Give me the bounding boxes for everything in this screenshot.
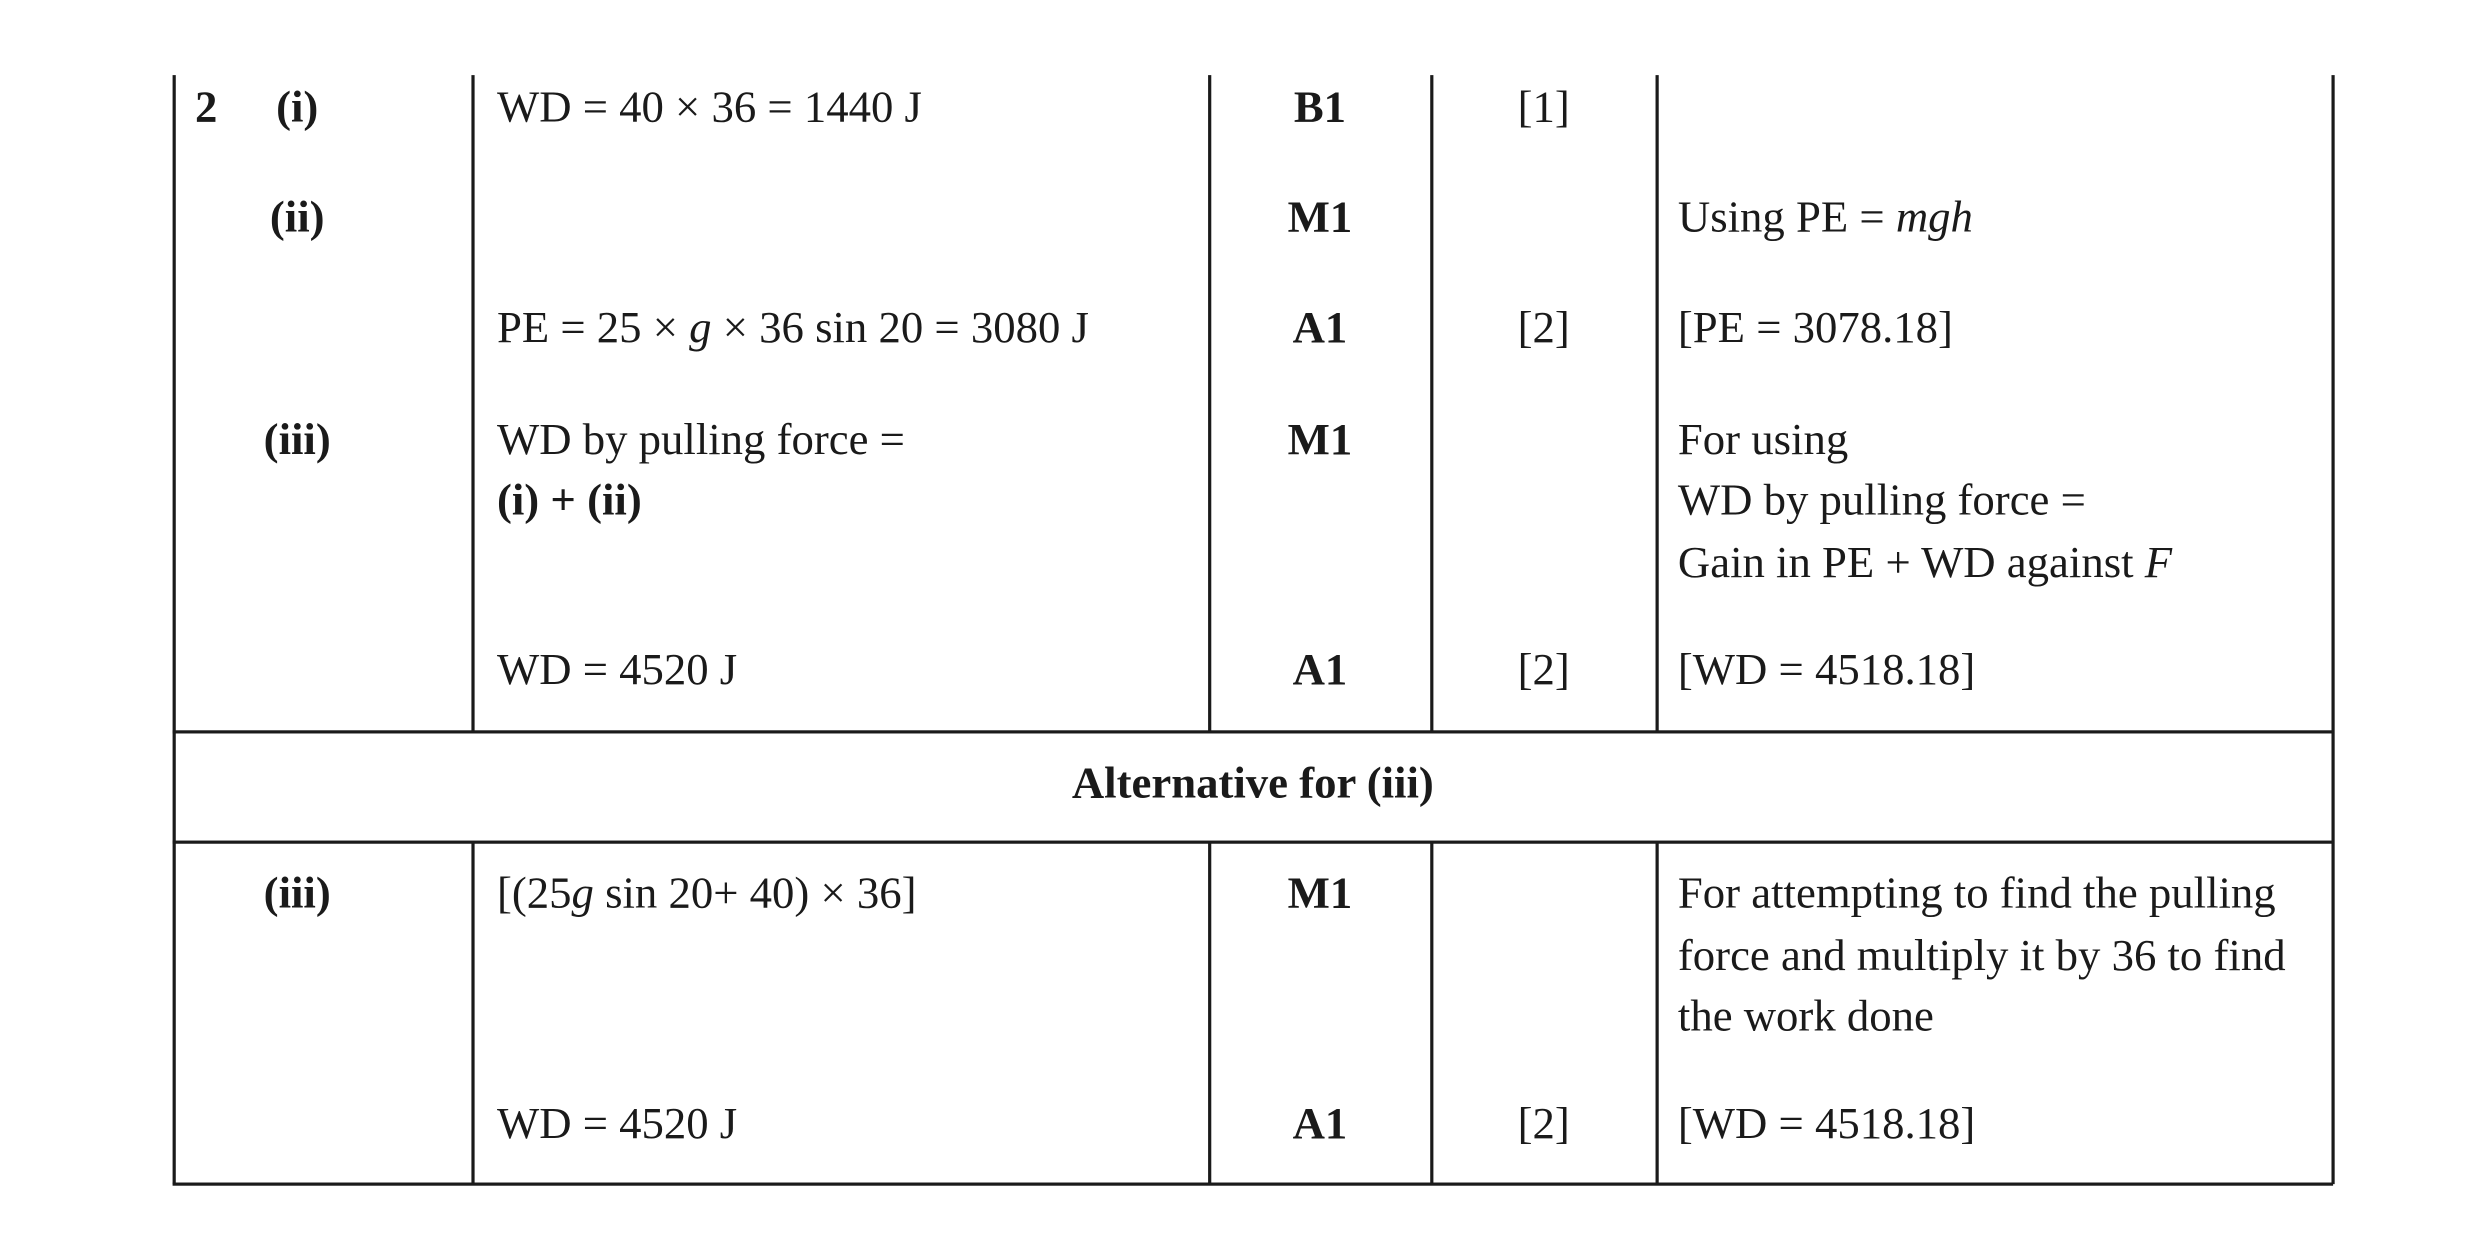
guidance-note: For attempting to find the pulling xyxy=(1677,869,2276,919)
mark-code: M1 xyxy=(1287,415,1353,466)
mark-total: [2] xyxy=(1517,303,1570,354)
guidance-note: [WD = 4518.18] xyxy=(1677,645,1976,696)
part-label: (ii) xyxy=(269,193,325,243)
column-divider xyxy=(1208,75,1210,732)
part-label: (iii) xyxy=(263,415,331,466)
column-divider xyxy=(471,75,473,732)
part-label: (i) xyxy=(276,83,319,133)
working-text: WD by pulling force = xyxy=(496,415,905,466)
guidance-note: WD by pulling force = xyxy=(1677,476,2086,526)
mark-total: [2] xyxy=(1517,1099,1570,1149)
column-divider xyxy=(1656,842,1658,1184)
question-number: 2 xyxy=(194,83,218,133)
column-divider xyxy=(471,842,473,1184)
mark-total: [2] xyxy=(1517,645,1570,696)
mark-code: B1 xyxy=(1293,83,1347,133)
mark-code: A1 xyxy=(1292,303,1348,354)
row-divider xyxy=(173,730,2333,732)
column-divider xyxy=(1656,75,1658,732)
working-text: [(25g sin 20+ 40) × 36] xyxy=(496,869,917,919)
working-text: WD = 4520 J xyxy=(496,1099,738,1149)
working-text: (i) + (ii) xyxy=(496,476,642,526)
alternative-heading: Alternative for (iii) xyxy=(1071,759,1434,809)
guidance-note: [PE = 3078.18] xyxy=(1677,303,1953,354)
mark-total: [1] xyxy=(1517,83,1570,133)
mark-code: M1 xyxy=(1287,193,1353,243)
table-border-bottom xyxy=(173,1183,2333,1185)
guidance-note: For using xyxy=(1677,415,1849,466)
working-text: PE = 25 × g × 36 sin 20 = 3080 J xyxy=(496,303,1089,354)
guidance-note: force and multiply it by 36 to find xyxy=(1677,931,2286,982)
column-divider xyxy=(1430,75,1432,732)
table-border-left xyxy=(173,75,175,1184)
mark-code: A1 xyxy=(1292,1099,1348,1149)
mark-code: A1 xyxy=(1292,645,1348,696)
part-label: (iii) xyxy=(263,869,331,919)
row-divider xyxy=(173,841,2333,843)
guidance-note: the work done xyxy=(1677,992,1934,1042)
table-border-right xyxy=(2331,75,2333,1184)
guidance-note: Using PE = mgh xyxy=(1677,193,1973,243)
guidance-note: Gain in PE + WD against F xyxy=(1677,538,2173,589)
guidance-note: [WD = 4518.18] xyxy=(1677,1099,1976,1149)
working-text: WD = 40 × 36 = 1440 J xyxy=(496,83,922,133)
working-text: WD = 4520 J xyxy=(496,645,738,696)
mark-code: M1 xyxy=(1287,869,1353,919)
